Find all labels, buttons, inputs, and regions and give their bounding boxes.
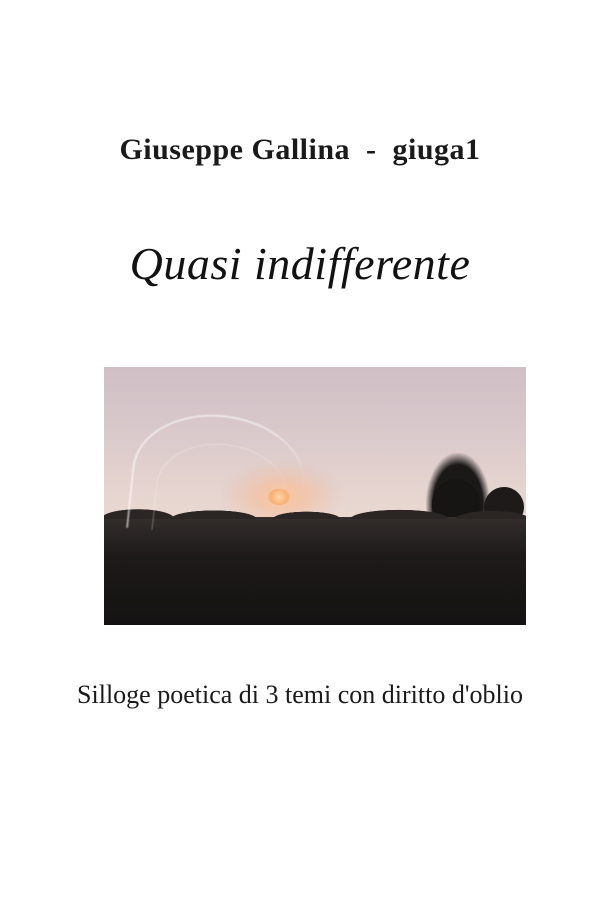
subtitle: Silloge poetica di 3 temi con diritto d'oblio (77, 680, 523, 709)
page-title: Quasi indifferente (129, 238, 471, 289)
author-line: Giuseppe Gallina - giuga1 (119, 133, 481, 166)
photo-field (104, 517, 526, 625)
cover-photo (104, 367, 526, 625)
